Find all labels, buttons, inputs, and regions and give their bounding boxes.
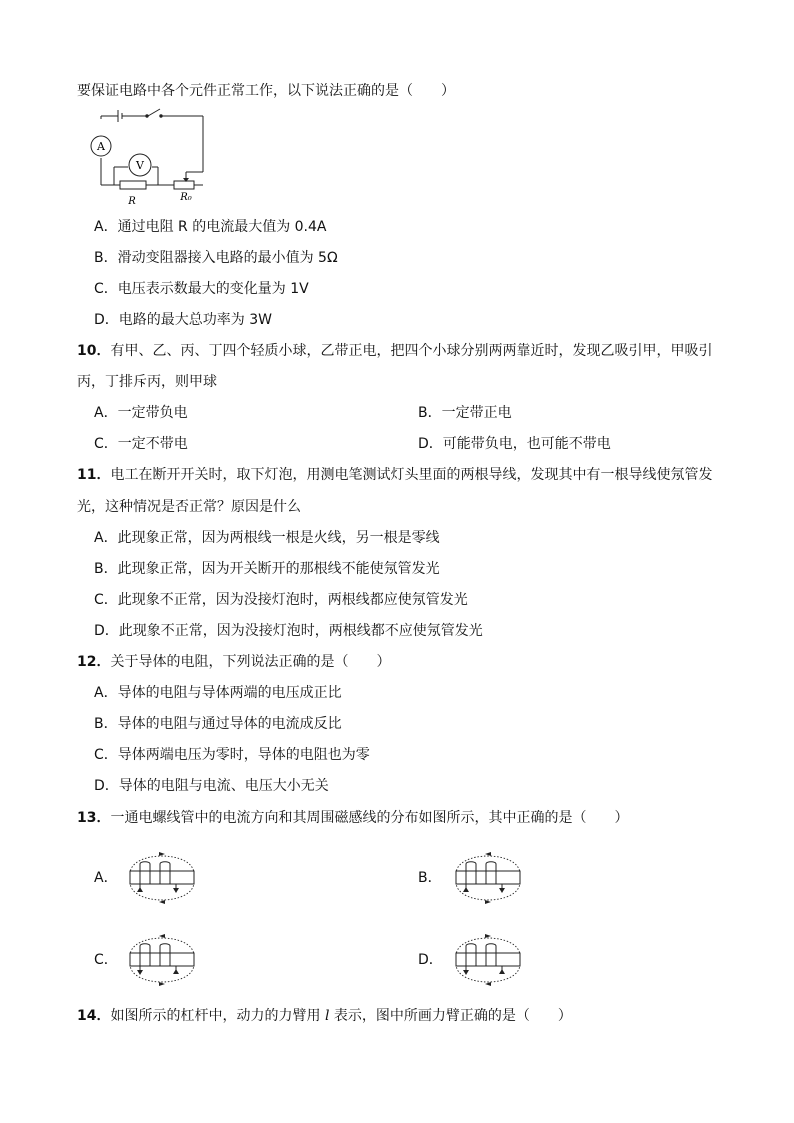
q10-option-d: D．可能带负电，也可能不带电 [418,436,611,452]
voltmeter-label: V [136,159,144,172]
q13-solenoid-b [444,846,530,910]
q11-option-c: C．此现象不正常，因为没接灯泡时，两根线都应使氖管发光 [94,592,468,608]
q10-stem-line1 [77,344,712,358]
q14-number: 14． [77,1008,111,1024]
q14-stem-text1: 如图所示的杠杆中，动力的力臂用 [110,1008,321,1024]
q9-option-c: C．电压表示数最大的变化量为 1V [94,281,309,297]
q12-option-a: A．导体的电阻与导体两端的电压成正比 [94,685,342,701]
q13-number: 13． [77,810,111,826]
q11-option-d: D．此现象不正常，因为没接灯泡时，两根线都不应使氖管发光 [94,623,483,639]
q13-option-b-label: B． [418,870,442,886]
ammeter-label: A [97,140,105,153]
q13-option-c-label: C． [94,952,118,968]
q13-solenoid-d [444,928,530,992]
q13-stem-text: 一通电螺线管中的电流方向和其周围磁感线的分布如图所示，其中正确的是（ ） [110,810,629,826]
q9-stem: 要保证电路中各个元件正常工作，以下说法正确的是（ ） [77,83,455,99]
q12-stem-text: 关于导体的电阻，下列说法正确的是（ ） [110,654,391,670]
q9-option-d: D．电路的最大总功率为 3W [94,312,272,328]
q14-lever-arm-symbol: l [324,1008,330,1024]
q9-option-b: B．滑动变阻器接入电路的最小值为 5Ω [94,250,338,266]
q14-stem [77,1009,572,1023]
q11-stem-line1 [77,468,712,482]
q9-option-a: A．通过电阻 R 的电流最大值为 0.4A [94,219,327,235]
q13-option-d-label: D． [418,952,443,968]
q12-number: 12． [77,654,111,670]
q11-number: 11． [77,467,111,483]
q13-solenoid-c [118,928,204,992]
q11-stem-text1: 电工在断开开关时，取下灯泡，用测电笔测试灯头里面的两根导线，发现其中有一根导线使氖管发 [110,467,713,483]
q12-stem [77,655,390,669]
q10-number: 10． [77,343,111,359]
q10-option-b: B．一定带正电 [418,405,512,421]
q11-option-b: B．此现象正常，因为开关断开的那根线不能使氖管发光 [94,561,440,577]
q10-option-c: C．一定不带电 [94,436,188,452]
resistor-label: R [128,196,136,207]
q10-option-a: A．一定带负电 [94,405,188,421]
q12-option-c: C．导体两端电压为零时，导体的电阻也为零 [94,747,370,763]
q13-solenoid-a [118,846,204,910]
q11-option-a: A．此现象正常，因为两根线一根是火线，另一根是零线 [94,530,440,546]
q12-option-d: D．导体的电阻与电流、电压大小无关 [94,778,329,794]
q11-stem-line2: 光，这种情况是否正常？原因是什么 [77,499,301,515]
q13-stem [77,811,628,825]
q14-stem-text2: 表示，图中所画力臂正确的是（ ） [333,1008,572,1024]
q10-stem-line2: 丙，丁排斥丙，则甲球 [77,374,217,390]
q9-circuit-diagram [90,104,220,208]
q10-stem-text1: 有甲、乙、丙、丁四个轻质小球，乙带正电，把四个小球分别两两靠近时，发现乙吸引甲，甲吸引 [110,343,713,359]
q13-option-a-label: A． [94,870,118,886]
rheostat-label: R₀ [180,192,192,203]
q12-option-b: B．导体的电阻与通过导体的电流成反比 [94,716,342,732]
